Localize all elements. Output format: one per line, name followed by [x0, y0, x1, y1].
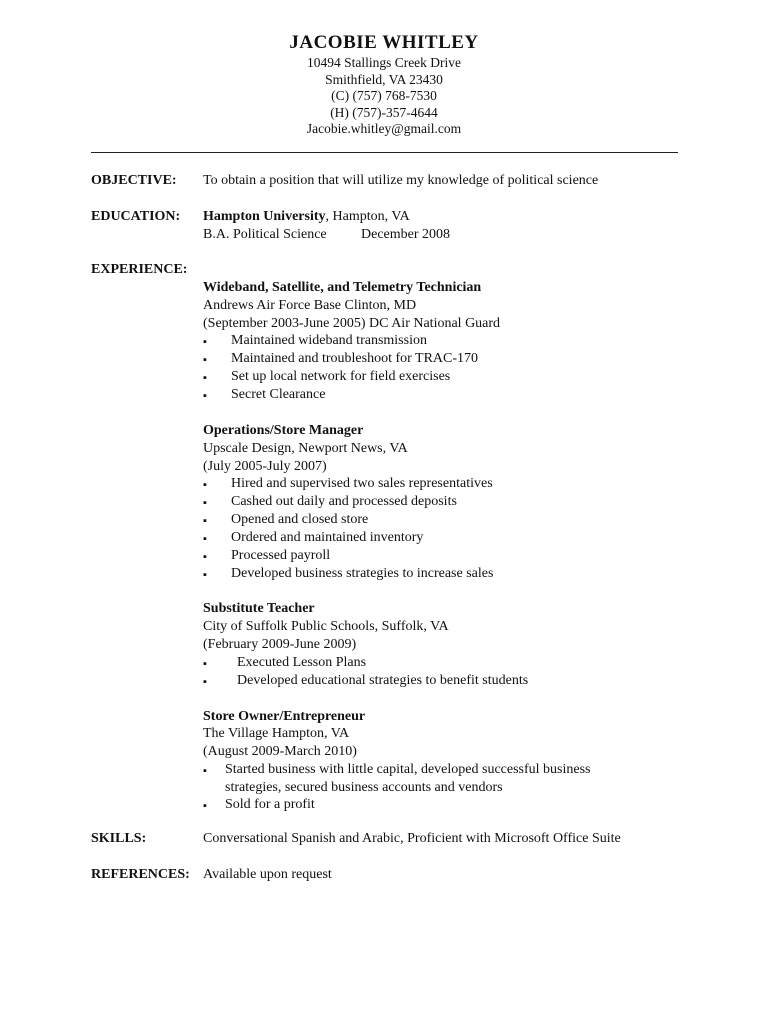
job-org: Andrews Air Force Base Clinton, MD: [203, 298, 417, 313]
job-dates: (August 2009-March 2010): [203, 744, 357, 759]
experience-label: EXPERIENCE:: [91, 262, 188, 277]
job-bullet: Started business with little capital, developed successful business: [225, 762, 591, 777]
job-bullet-continued: strategies, secured business accounts and vendors: [225, 780, 503, 795]
bullet-icon: ▪: [203, 800, 207, 812]
education-label: EDUCATION:: [91, 209, 181, 224]
job-bullet: Developed business strategies to increase sales: [231, 566, 494, 581]
education-degree: B.A. Political Science: [203, 227, 327, 242]
bullet-icon: ▪: [203, 390, 207, 402]
education-school: Hampton University: [203, 209, 326, 224]
education-location: , Hampton, VA: [325, 209, 410, 224]
bullet-icon: ▪: [203, 676, 207, 688]
job-bullet: Maintained and troubleshoot for TRAC-170: [231, 351, 479, 366]
resume-name: JACOBIE WHITLEY: [289, 32, 479, 53]
job-bullet: Executed Lesson Plans: [237, 655, 367, 670]
bullet-icon: ▪: [203, 336, 207, 348]
job-dates: (September 2003-June 2005) DC Air National Guard: [203, 316, 501, 331]
job-bullet: Sold for a profit: [225, 797, 315, 812]
education-school-line: [203, 209, 410, 225]
bullet-icon: ▪: [203, 515, 207, 527]
cell-phone: (C) (757) 768-7530: [331, 88, 437, 103]
bullet-icon: ▪: [203, 533, 207, 545]
bullet-icon: ▪: [203, 479, 207, 491]
bullet-icon: ▪: [203, 658, 207, 670]
bullet-icon: ▪: [203, 551, 207, 563]
job-dates: (February 2009-June 2009): [203, 637, 357, 652]
bullet-icon: ▪: [203, 354, 207, 366]
address-line-2: Smithfield, VA 23430: [325, 71, 443, 87]
job-bullet: Cashed out daily and processed deposits: [231, 494, 457, 509]
header-divider: [91, 152, 678, 153]
job-bullet: Developed educational strategies to benefit students: [237, 673, 529, 688]
job-org: Upscale Design, Newport News, VA: [203, 441, 408, 456]
job-bullet: Secret Clearance: [231, 387, 326, 402]
job-title: Substitute Teacher: [203, 601, 315, 616]
objective-text: To obtain a position that will utilize my knowledge of political science: [203, 173, 599, 188]
skills-label: SKILLS:: [91, 831, 147, 846]
job-bullet: Hired and supervised two sales representatives: [231, 476, 493, 491]
job-org: The Village Hampton, VA: [203, 726, 350, 741]
home-phone: (H) (757)-357-4644: [330, 104, 438, 120]
education-date: December 2008: [361, 227, 451, 242]
bullet-icon: ▪: [203, 765, 207, 777]
job-title: Wideband, Satellite, and Telemetry Technician: [203, 280, 482, 295]
job-bullet: Opened and closed store: [231, 512, 369, 527]
job-bullet: Set up local network for field exercises: [231, 369, 451, 384]
address-line-1: 10494 Stallings Creek Drive: [306, 55, 462, 70]
references-text: Available upon request: [203, 867, 332, 882]
bullet-icon: ▪: [203, 372, 207, 384]
skills-text: Conversational Spanish and Arabic, Proficient with Microsoft Office Suite: [203, 831, 621, 846]
email-address: Jacobie.whitley@gmail.com: [306, 121, 462, 136]
job-dates: (July 2005-July 2007): [203, 459, 327, 474]
job-org: City of Suffolk Public Schools, Suffolk, VA: [203, 619, 449, 634]
job-bullet: Maintained wideband transmission: [231, 333, 427, 348]
job-title: Operations/Store Manager: [203, 423, 364, 438]
job-bullet: Processed payroll: [231, 548, 331, 563]
references-label: REFERENCES:: [91, 867, 190, 882]
job-bullet: Ordered and maintained inventory: [231, 530, 424, 545]
job-title: Store Owner/Entrepreneur: [203, 709, 366, 724]
objective-label: OBJECTIVE:: [91, 173, 177, 188]
bullet-icon: ▪: [203, 497, 207, 509]
bullet-icon: ▪: [203, 569, 207, 581]
